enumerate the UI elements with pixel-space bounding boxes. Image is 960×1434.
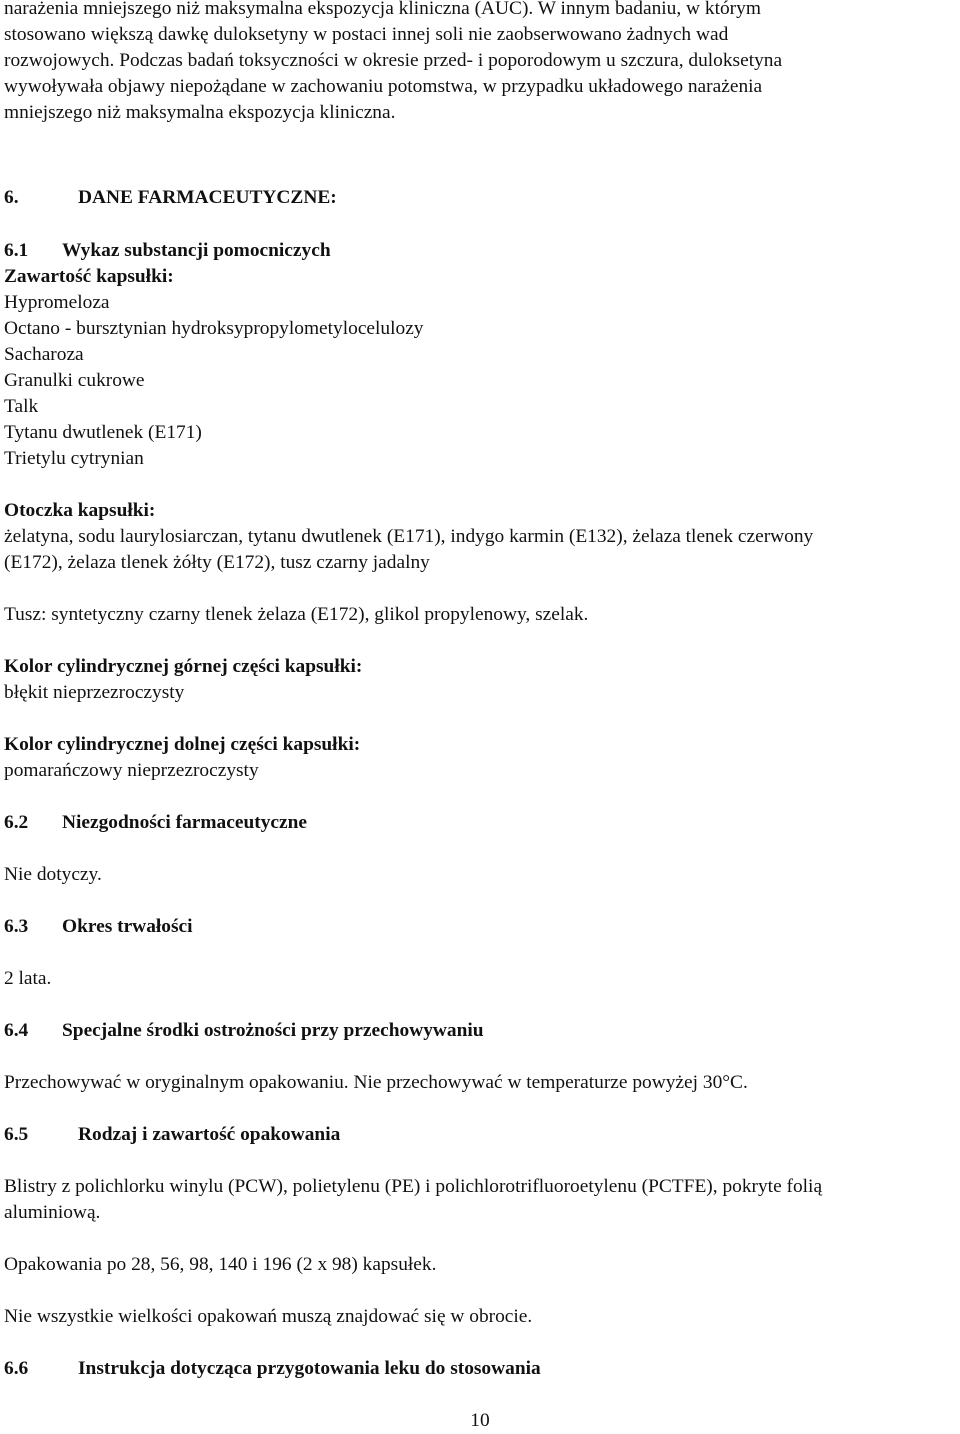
section-6-5-text-line-2: aluminiową. [4,1202,101,1223]
section-6-5-marketing-note: Nie wszystkie wielkości opakowań muszą znajdować się w obrocie. [4,1306,533,1327]
section-6-3-text: 2 lata. [4,968,52,989]
list-item: Tytanu dwutlenek (E171) [4,422,202,443]
capsule-shell-label: Otoczka kapsułki: [4,500,156,521]
section-6-1-heading [4,238,331,264]
capsule-shell-line-1: żelatyna, sodu laurylosiarczan, tytanu dwutlenek (E171), indygo karmin (E132), żelaza tlenek czerwony [4,526,814,547]
section-6-2-heading [4,810,307,836]
section-6-heading [4,185,337,211]
section-6-4-heading [4,1018,484,1044]
lower-color-label: Kolor cylindrycznej dolnej części kapsułki: [4,734,361,755]
section-title: Niezgodności farmaceutyczne [62,812,308,833]
section-number: 6.3 [4,916,29,937]
section-number: 6.5 [4,1124,29,1145]
section-number: 6.2 [4,812,29,833]
capsule-shell-line-2: (E172), żelaza tlenek żółty (E172), tusz czarny jadalny [4,552,430,573]
section-6-5-text-line-1: Blistry z polichlorku winylu (PCW), polietylenu (PE) i polichlorotrifluoroetylenu (PCTFE), pokryte folią [4,1176,823,1197]
lower-color-value: pomarańczowy nieprzezroczysty [4,760,259,781]
section-title: DANE FARMACEUTYCZNE: [78,187,337,208]
section-number: 6. [4,187,19,208]
section-6-5-heading [4,1122,340,1148]
page-number: 10 [470,1410,490,1431]
intro-line-4: wywoływała objawy niepożądane w zachowaniu potomstwa, w przypadku układowego narażenia [4,76,763,97]
list-item: Sacharoza [4,344,84,365]
section-number: 6.4 [4,1020,29,1041]
section-title: Rodzaj i zawartość opakowania [78,1124,341,1145]
ink-composition: Tusz: syntetyczny czarny tlenek żelaza (E172), glikol propylenowy, szelak. [4,604,589,625]
section-title: Specjalne środki ostrożności przy przechowywaniu [62,1020,484,1041]
section-6-6-heading [4,1356,541,1382]
section-number: 6.1 [4,240,29,261]
section-title: Instrukcja dotycząca przygotowania leku do stosowania [78,1358,541,1379]
section-6-4-text: Przechowywać w oryginalnym opakowaniu. Nie przechowywać w temperaturze powyżej 30°C. [4,1072,748,1093]
intro-line-2: stosowano większą dawkę duloksetyny w postaci innej soli nie zaobserwowano żadnych wad [4,24,729,45]
section-title: Wykaz substancji pomocniczych [62,240,331,261]
list-item: Talk [4,396,39,417]
section-title: Okres trwałości [62,916,193,937]
intro-line-1: narażenia mniejszego niż maksymalna ekspozycja kliniczna (AUC). W innym badaniu, w którym [4,0,761,19]
section-6-2-text: Nie dotyczy. [4,864,102,885]
intro-line-3: rozwojowych. Podczas badań toksyczności w okresie przed- i poporodowym u szczura, duloksetyna [4,50,783,71]
section-6-3-heading [4,914,193,940]
upper-color-value: błękit nieprzezroczysty [4,682,185,703]
upper-color-label: Kolor cylindrycznej górnej części kapsułki: [4,656,363,677]
list-item: Hypromeloza [4,292,110,313]
section-number: 6.6 [4,1358,29,1379]
capsule-contents-label: Zawartość kapsułki: [4,266,174,287]
list-item: Octano - bursztynian hydroksypropylometylocelulozy [4,318,424,339]
intro-line-5: mniejszego niż maksymalna ekspozycja kliniczna. [4,102,396,123]
list-item: Trietylu cytrynian [4,448,144,469]
section-6-5-pack-sizes: Opakowania po 28, 56, 98, 140 i 196 (2 x 98) kapsułek. [4,1254,437,1275]
list-item: Granulki cukrowe [4,370,145,391]
